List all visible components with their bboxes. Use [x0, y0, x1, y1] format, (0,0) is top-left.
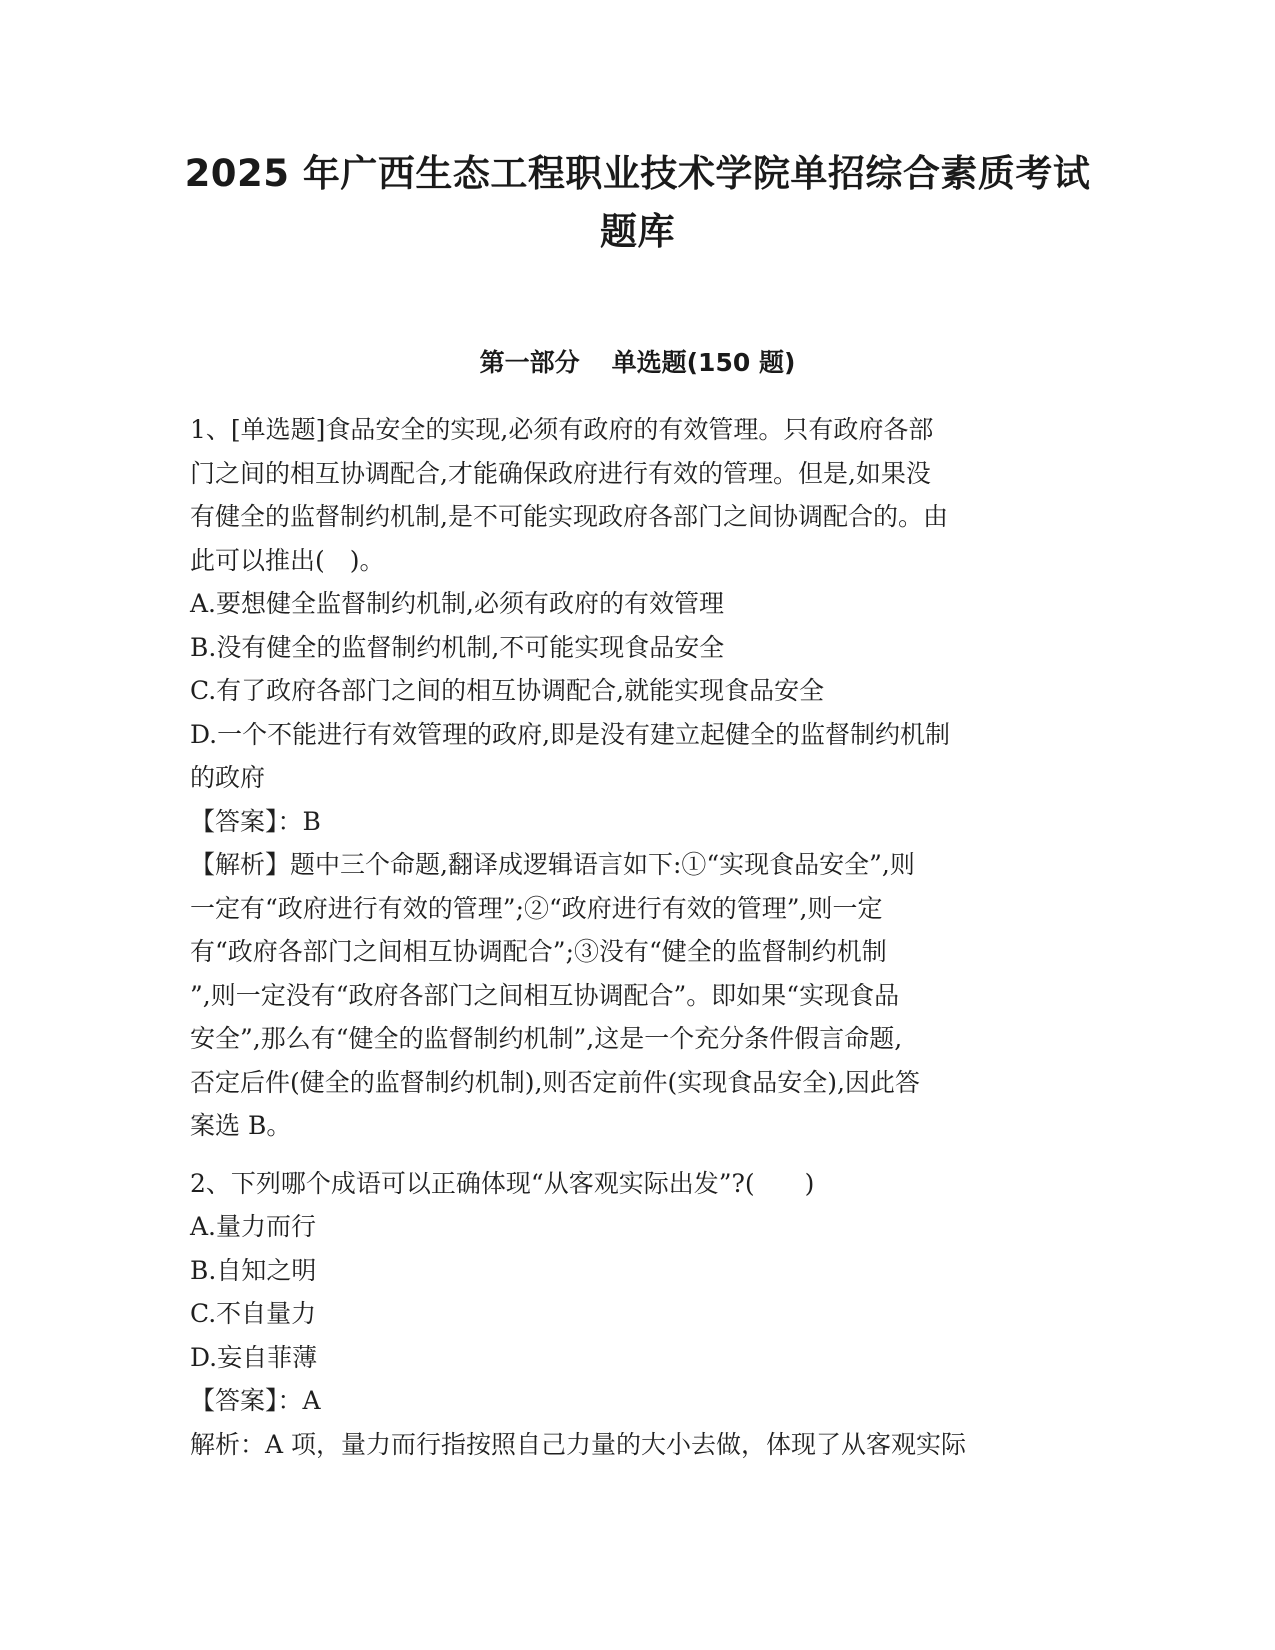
document-title [150, 145, 1125, 261]
analysis-line: ”,则一定没有“政府各部门之间相互协调配合”。即如果“实现食品 [190, 980, 900, 1010]
analysis-line: 有“政府各部门之间相互协调配合”;③没有“健全的监督制约机制 [190, 937, 887, 966]
question-1 [190, 408, 1090, 1148]
option-d: D.一个不能进行有效管理的政府,即是没有建立起健全的监督制约机制 [190, 719, 951, 749]
answer: 【答案】：B [190, 806, 321, 836]
section-part: 第一部分 [479, 348, 580, 377]
answer: 【答案】：A [190, 1386, 321, 1415]
question-stem-line: 此可以推出( )。 [190, 545, 385, 575]
analysis-line: 【解析】题中三个命题,翻译成逻辑语言如下:①“实现食品安全”,则 [190, 850, 915, 879]
option-a: A.要想健全监督制约机制,必须有政府的有效管理 [190, 589, 724, 618]
question-stem: 2、下列哪个成语可以正确体现“从客观实际出发”?( ) [190, 1168, 815, 1198]
question-body [190, 408, 1090, 1466]
option-b: B.自知之明 [190, 1255, 317, 1285]
section-name: 单选题(150 题) [611, 348, 796, 377]
analysis-line: 解析：A 项，量力而行指按照自己力量的大小去做，体现了从客观实际 [190, 1429, 967, 1459]
question-stem-line: 有健全的监督制约机制,是不可能实现政府各部门之间协调配合的。由 [190, 502, 948, 531]
section-heading [150, 346, 1125, 380]
question-2 [190, 1162, 1090, 1467]
question-stem-line: 1、[单选题]食品安全的实现,必须有政府的有效管理。只有政府各部 [190, 415, 934, 444]
analysis-line: 一定有“政府进行有效的管理”;②“政府进行有效的管理”,则一定 [190, 893, 883, 923]
option-a: A.量力而行 [190, 1212, 317, 1241]
option-c: C.有了政府各部门之间的相互协调配合,就能实现食品安全 [190, 676, 825, 705]
analysis-line: 案选 B。 [190, 1111, 292, 1140]
analysis-line: 否定后件(健全的监督制约机制),则否定前件(实现食品安全),因此答 [190, 1067, 920, 1097]
question-stem-line: 门之间的相互协调配合,才能确保政府进行有效的管理。但是,如果没 [190, 458, 931, 488]
option-b: B.没有健全的监督制约机制,不可能实现食品安全 [190, 632, 725, 662]
option-c: C.不自量力 [190, 1299, 317, 1328]
option-d-continued: 的政府 [190, 763, 266, 792]
option-d: D.妄自菲薄 [190, 1342, 318, 1372]
title-line-1: 2025 年广西生态工程职业技术学院单招综合素质考试 [184, 152, 1091, 195]
title-line-2: 题库 [600, 210, 675, 253]
analysis-line: 安全”,那么有“健全的监督制约机制”,这是一个充分条件假言命题, [190, 1024, 903, 1053]
